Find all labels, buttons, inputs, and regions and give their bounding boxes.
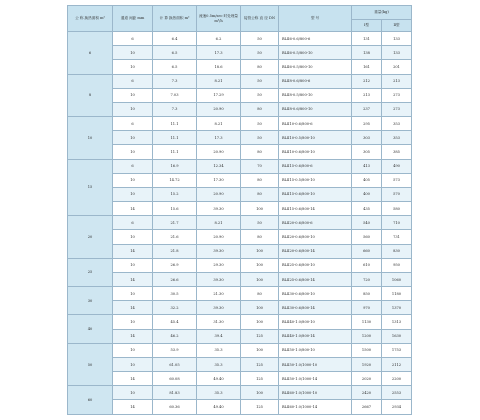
calc-area-cell: 14.72 — [153, 173, 197, 187]
capacity-cell: 39.30 — [197, 272, 241, 286]
weight-type1-cell: 237 — [352, 102, 382, 116]
spacing-cell: 10 — [113, 46, 153, 60]
calc-area-cell: 11.1 — [153, 117, 197, 131]
weight-type2-cell: 490 — [382, 159, 412, 173]
weight-type2-cell: 1630 — [382, 329, 412, 343]
model-cell: BLⅡ60-1.0/1000-10 — [279, 386, 352, 400]
model-cell: BLⅡ15-0.6/800-6 — [279, 159, 352, 173]
model-cell: BLⅡ8-0.5/800-10 — [279, 88, 352, 102]
header-weight: 重量(kg) — [352, 6, 412, 20]
calc-area-cell: 26.6 — [153, 272, 197, 286]
capacity-cell: 39.30 — [197, 301, 241, 315]
capacity-cell: 39.4 — [197, 329, 241, 343]
weight-type1-cell: 610 — [352, 258, 382, 272]
table-row — [68, 372, 412, 386]
spacing-cell: 10 — [113, 102, 153, 116]
table-row — [68, 315, 412, 329]
table-row — [68, 329, 412, 343]
capacity-cell: 8.21 — [197, 74, 241, 88]
nozzle-dn-cell: 80 — [241, 173, 279, 187]
capacity-cell: 6.2 — [197, 32, 241, 46]
weight-type1-cell: 303 — [352, 131, 382, 145]
model-cell: BLⅡ50-1.0/1000-14 — [279, 372, 352, 386]
model-cell: BLⅡ15-0.5/800-10 — [279, 173, 352, 187]
calc-area-cell: 7.3 — [153, 102, 197, 116]
calc-area-cell: 16.9 — [153, 159, 197, 173]
capacity-cell: 49.40 — [197, 400, 241, 415]
model-cell: BLⅡ25-0.6/800-14 — [279, 272, 352, 286]
table-row — [68, 173, 412, 187]
calc-area-cell: 6.5 — [153, 60, 197, 74]
spec-sheet — [67, 5, 411, 415]
weight-type2-cell: 133 — [382, 46, 412, 60]
spacing-cell: 10 — [113, 287, 153, 301]
spacing-cell: 14 — [113, 400, 153, 415]
model-cell: BLⅡ8-0.6/800-10 — [279, 102, 352, 116]
spacing-cell: 10 — [113, 315, 153, 329]
nozzle-dn-cell: 100 — [241, 315, 279, 329]
capacity-cell: 17.30 — [197, 173, 241, 187]
spacing-cell: 10 — [113, 230, 153, 244]
spacing-cell: 14 — [113, 244, 153, 258]
spacing-cell: 6 — [113, 159, 153, 173]
header-nozzle-dn: 接管公称 直 径 DN — [241, 6, 279, 32]
table-row — [68, 244, 412, 258]
weight-type2-cell: 353 — [382, 117, 412, 131]
capacity-cell: 20.90 — [197, 230, 241, 244]
nozzle-dn-cell: 80 — [241, 187, 279, 201]
model-cell: BLⅡ6-0.5/800-10 — [279, 60, 352, 74]
nozzle-dn-cell: 50 — [241, 32, 279, 46]
capacity-cell: 35.3 — [197, 343, 241, 357]
weight-type1-cell: 970 — [352, 301, 382, 315]
model-cell: BLⅡ40-1.0/800-14 — [279, 329, 352, 343]
model-cell: BLⅡ6-0.5/800-10 — [279, 46, 352, 60]
model-cell: BLⅡ8-0.6/800-6 — [279, 74, 352, 88]
weight-type1-cell: 1920 — [352, 357, 382, 371]
model-cell: BLⅡ10-0.5/800-10 — [279, 131, 352, 145]
weight-type1-cell: 305 — [352, 145, 382, 159]
calc-area-cell: 46.2 — [153, 329, 197, 343]
nozzle-dn-cell: 80 — [241, 230, 279, 244]
weight-type1-cell: 435 — [352, 202, 382, 216]
calc-area-cell: 61.05 — [153, 357, 197, 371]
table-row — [68, 187, 412, 201]
table-row — [68, 258, 412, 272]
model-cell: BLⅡ10-0.6/800-6 — [279, 117, 352, 131]
spacing-cell: 6 — [113, 74, 153, 88]
weight-type2-cell: 1753 — [382, 343, 412, 357]
capacity-cell: 18.6 — [197, 60, 241, 74]
nozzle-dn-cell: 70 — [241, 159, 279, 173]
weight-type2-cell: 710 — [382, 216, 412, 230]
weight-type2-cell: 731 — [382, 230, 412, 244]
nozzle-dn-cell: 100 — [241, 244, 279, 258]
nominal-area-cell: 20 — [68, 216, 113, 259]
nozzle-dn-cell: 50 — [241, 74, 279, 88]
nominal-area-cell: 8 — [68, 74, 113, 117]
weight-type1-cell: 213 — [352, 88, 382, 102]
capacity-cell: 20.90 — [197, 187, 241, 201]
spacing-cell: 10 — [113, 357, 153, 371]
nominal-area-cell: 25 — [68, 258, 113, 286]
header-model: 型 号 — [279, 6, 352, 32]
header-channel-spacing: 通道 间距 mm — [113, 6, 153, 32]
capacity-cell: 29.30 — [197, 258, 241, 272]
capacity-cell: 17.29 — [197, 88, 241, 102]
spacing-cell: 14 — [113, 202, 153, 216]
nozzle-dn-cell: 50 — [241, 117, 279, 131]
capacity-cell: 20.90 — [197, 145, 241, 159]
spacing-cell: 10 — [113, 386, 153, 400]
model-cell: BLⅡ20-0.6/800-10 — [279, 230, 352, 244]
weight-type1-cell: 660 — [352, 244, 382, 258]
calc-area-cell: 21.8 — [153, 244, 197, 258]
weight-type1-cell: 2667 — [352, 400, 382, 415]
spec-table-body — [68, 32, 412, 415]
spacing-cell: 14 — [113, 329, 153, 343]
spacing-cell: 6 — [113, 216, 153, 230]
weight-type1-cell: 161 — [352, 60, 382, 74]
weight-type1-cell: 405 — [352, 173, 382, 187]
capacity-cell: 21.30 — [197, 287, 241, 301]
calc-area-cell: 11.1 — [153, 131, 197, 145]
calc-area-cell: 6.4 — [153, 32, 197, 46]
capacity-cell: 8.21 — [197, 117, 241, 131]
header-capacity: 流速0.5m/sec 时处理量 m³/h — [197, 6, 241, 32]
calc-area-cell: 30.5 — [153, 287, 197, 301]
weight-type2-cell: 273 — [382, 102, 412, 116]
spacing-cell: 6 — [113, 32, 153, 46]
spacing-cell: 14 — [113, 372, 153, 386]
weight-type2-cell: 2112 — [382, 357, 412, 371]
nozzle-dn-cell: 125 — [241, 400, 279, 415]
heat-exchanger-spec-table — [67, 5, 412, 415]
header-weight-type2: Ⅱ型 — [382, 20, 412, 32]
spacing-cell: 14 — [113, 301, 153, 315]
table-row — [68, 117, 412, 131]
weight-type1-cell: 413 — [352, 159, 382, 173]
nozzle-dn-cell: 100 — [241, 301, 279, 315]
model-cell: BLⅡ20-0.6/800-6 — [279, 216, 352, 230]
nominal-area-cell: 15 — [68, 159, 113, 216]
nozzle-dn-cell: 50 — [241, 131, 279, 145]
spacing-cell: 10 — [113, 187, 153, 201]
weight-type2-cell: 570 — [382, 187, 412, 201]
calc-area-cell: 81.83 — [153, 386, 197, 400]
calc-area-cell: 15.6 — [153, 202, 197, 216]
nozzle-dn-cell: 80 — [241, 102, 279, 116]
calc-area-cell: 7.3 — [153, 74, 197, 88]
nozzle-dn-cell: 80 — [241, 287, 279, 301]
model-cell: BLⅡ40-1.0/800-10 — [279, 315, 352, 329]
weight-type1-cell: 138 — [352, 46, 382, 60]
capacity-cell: 39.30 — [197, 244, 241, 258]
nozzle-dn-cell: 125 — [241, 329, 279, 343]
table-row — [68, 46, 412, 60]
nominal-area-cell: 6 — [68, 32, 113, 75]
capacity-cell: 35.3 — [197, 357, 241, 371]
nozzle-dn-cell: 100 — [241, 343, 279, 357]
table-row — [68, 272, 412, 286]
table-row — [68, 131, 412, 145]
nominal-area-cell: 30 — [68, 287, 113, 315]
weight-type1-cell: 400 — [352, 187, 382, 201]
weight-type2-cell: 201 — [382, 60, 412, 74]
model-cell: BLⅡ60-1.0/1000-14 — [279, 400, 352, 415]
spacing-cell: 14 — [113, 272, 153, 286]
model-cell: BLⅡ30-0.6/800-14 — [279, 301, 352, 315]
weight-type1-cell: 850 — [352, 287, 382, 301]
calc-area-cell: 6.5 — [153, 46, 197, 60]
capacity-cell: 49.40 — [197, 372, 241, 386]
model-cell: BLⅡ50-1.0/1000-10 — [279, 357, 352, 371]
weight-type2-cell: 353 — [382, 131, 412, 145]
table-row — [68, 102, 412, 116]
table-row — [68, 343, 412, 357]
nozzle-dn-cell: 50 — [241, 88, 279, 102]
nozzle-dn-cell: 100 — [241, 202, 279, 216]
model-cell: BLⅡ20-0.6/800-14 — [279, 244, 352, 258]
nominal-area-cell: 50 — [68, 343, 113, 386]
spacing-cell: 6 — [113, 117, 153, 131]
spacing-cell: 10 — [113, 88, 153, 102]
calc-area-cell: 15.2 — [153, 187, 197, 201]
table-row — [68, 287, 412, 301]
weight-type1-cell: 295 — [352, 117, 382, 131]
nozzle-dn-cell: 50 — [241, 46, 279, 60]
model-cell: BLⅡ25-0.6/800-10 — [279, 258, 352, 272]
nozzle-dn-cell: 80 — [241, 145, 279, 159]
nozzle-dn-cell: 100 — [241, 272, 279, 286]
header-nominal-area: 公 称 换热面积 m² — [68, 6, 113, 32]
calc-area-cell: 53.9 — [153, 343, 197, 357]
calc-area-cell: 45.4 — [153, 315, 197, 329]
calc-area-cell: 21.7 — [153, 216, 197, 230]
calc-area-cell: 26.9 — [153, 258, 197, 272]
weight-type1-cell: 2020 — [352, 372, 382, 386]
capacity-cell: 35.3 — [197, 386, 241, 400]
nominal-area-cell: 40 — [68, 315, 113, 343]
table-row — [68, 145, 412, 159]
capacity-cell: 20.90 — [197, 102, 241, 116]
weight-type1-cell: 540 — [352, 216, 382, 230]
weight-type1-cell: 131 — [352, 32, 382, 46]
header-weight-type1: Ⅰ型 — [352, 20, 382, 32]
model-cell: BLⅡ30-0.6/800-10 — [279, 287, 352, 301]
table-row — [68, 159, 412, 173]
nozzle-dn-cell: 80 — [241, 60, 279, 74]
nozzle-dn-cell: 100 — [241, 386, 279, 400]
weight-type2-cell: 2200 — [382, 372, 412, 386]
weight-type2-cell: 1370 — [382, 301, 412, 315]
weight-type2-cell: 1180 — [382, 287, 412, 301]
spacing-cell: 10 — [113, 173, 153, 187]
weight-type1-cell: 1200 — [352, 329, 382, 343]
table-row — [68, 88, 412, 102]
table-row — [68, 202, 412, 216]
table-row — [68, 230, 412, 244]
table-row — [68, 32, 412, 46]
capacity-cell: 8.21 — [197, 216, 241, 230]
model-cell: BLⅡ10-0.6/800-10 — [279, 145, 352, 159]
weight-type2-cell: 1313 — [382, 315, 412, 329]
table-row — [68, 74, 412, 88]
spacing-cell: 10 — [113, 258, 153, 272]
header-calc-area: 计 算 换热面积 m² — [153, 6, 197, 32]
nozzle-dn-cell: 125 — [241, 372, 279, 386]
calc-area-cell: 7.03 — [153, 88, 197, 102]
nozzle-dn-cell: 50 — [241, 216, 279, 230]
table-row — [68, 60, 412, 74]
model-cell: BLⅡ15-0.6/800-14 — [279, 202, 352, 216]
spacing-cell: 10 — [113, 145, 153, 159]
weight-type1-cell: 1500 — [352, 343, 382, 357]
weight-type1-cell: 2420 — [352, 386, 382, 400]
weight-type2-cell: 2934 — [382, 400, 412, 415]
nominal-area-cell: 60 — [68, 386, 113, 415]
capacity-cell: 17.3 — [197, 46, 241, 60]
weight-type2-cell: 2553 — [382, 386, 412, 400]
calc-area-cell: 32.2 — [153, 301, 197, 315]
weight-type1-cell: 560 — [352, 230, 382, 244]
model-cell: BLⅡ15-0.6/800-10 — [279, 187, 352, 201]
calc-area-cell: 60.36 — [153, 400, 197, 415]
capacity-cell: 12.34 — [197, 159, 241, 173]
weight-type2-cell: 273 — [382, 88, 412, 102]
table-row — [68, 386, 412, 400]
weight-type1-cell: 212 — [352, 74, 382, 88]
weight-type1-cell: 720 — [352, 272, 382, 286]
weight-type2-cell: 830 — [382, 244, 412, 258]
weight-type2-cell: 213 — [382, 74, 412, 88]
weight-type2-cell: 133 — [382, 32, 412, 46]
nozzle-dn-cell: 125 — [241, 357, 279, 371]
nominal-area-cell: 10 — [68, 117, 113, 160]
calc-area-cell: 11.1 — [153, 145, 197, 159]
weight-type2-cell: 573 — [382, 173, 412, 187]
weight-type2-cell: 950 — [382, 258, 412, 272]
spacing-cell: 10 — [113, 131, 153, 145]
calc-area-cell: 60.08 — [153, 372, 197, 386]
table-row — [68, 216, 412, 230]
weight-type2-cell: 1060 — [382, 272, 412, 286]
calc-area-cell: 21.6 — [153, 230, 197, 244]
weight-type1-cell: 1130 — [352, 315, 382, 329]
nozzle-dn-cell: 100 — [241, 258, 279, 272]
spacing-cell: 10 — [113, 343, 153, 357]
model-cell: BLⅡ6-0.6/800-6 — [279, 32, 352, 46]
capacity-cell: 17.3 — [197, 131, 241, 145]
model-cell: BLⅡ50-1.0/800-10 — [279, 343, 352, 357]
table-row — [68, 400, 412, 415]
capacity-cell: 31.30 — [197, 315, 241, 329]
table-row — [68, 357, 412, 371]
spacing-cell: 10 — [113, 60, 153, 74]
capacity-cell: 39.30 — [197, 202, 241, 216]
weight-type2-cell: 580 — [382, 202, 412, 216]
table-row — [68, 301, 412, 315]
weight-type2-cell: 385 — [382, 145, 412, 159]
